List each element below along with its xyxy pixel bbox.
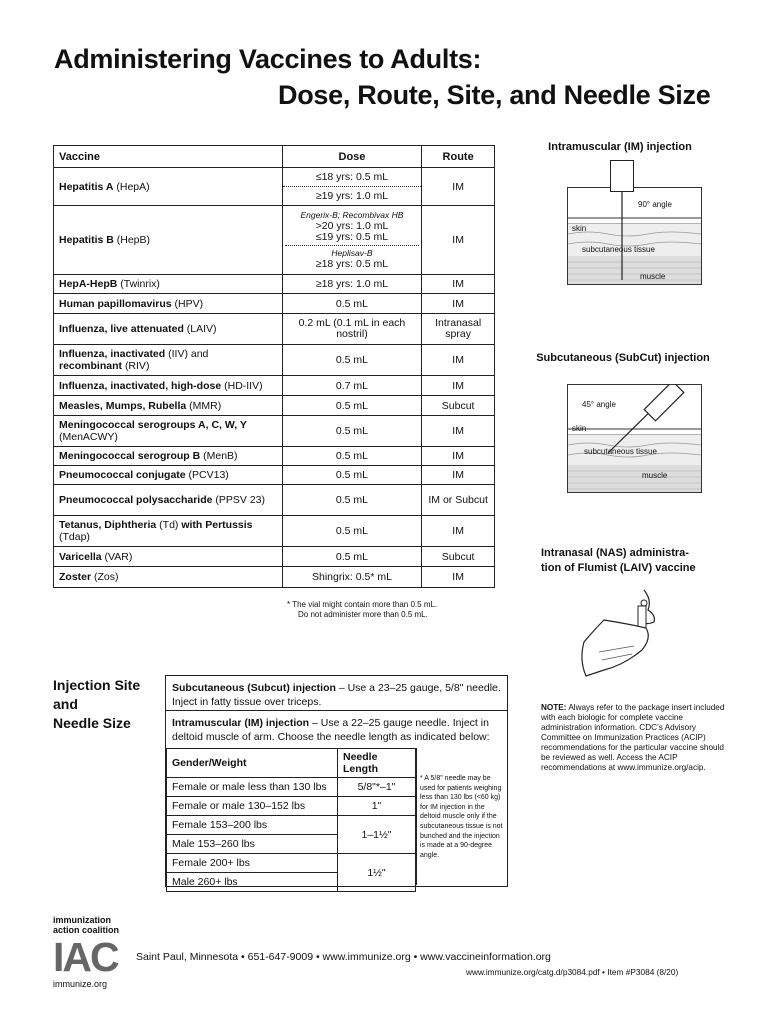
im-injection-diagram bbox=[567, 187, 702, 285]
org-url: immunize.org bbox=[53, 979, 108, 989]
dose: 0.5 mL bbox=[282, 416, 422, 447]
table-row bbox=[54, 206, 495, 275]
dose: ≥18 yrs: 0.5 mL bbox=[315, 258, 389, 270]
table-row bbox=[54, 345, 495, 376]
vaccine-name: Tetanus, Diphtheria bbox=[59, 519, 157, 531]
vaccine-abbr: (HepA) bbox=[116, 180, 150, 193]
vaccine-abbr: (HPV) bbox=[174, 297, 204, 310]
subcut-instructions bbox=[172, 681, 502, 709]
subcut-skin-label: skin bbox=[572, 424, 587, 433]
im-diagram-illustration bbox=[568, 188, 701, 284]
table-row bbox=[54, 168, 495, 206]
vaccine-abbr: (MMR) bbox=[189, 399, 222, 412]
heading-line: Injection Site bbox=[53, 677, 141, 693]
vaccine-abbr-2: (RIV) bbox=[124, 360, 150, 372]
route: Subcut bbox=[422, 396, 495, 416]
needle-length: 1½" bbox=[338, 854, 416, 892]
vaccine-name: Hepatitis A bbox=[59, 180, 114, 193]
gender-weight: Male 260+ lbs bbox=[167, 873, 338, 892]
route: IM bbox=[422, 206, 495, 275]
im-bold: Intramuscular (IM) injection bbox=[172, 717, 310, 729]
dose: 0.5 mL bbox=[282, 447, 422, 466]
table-row bbox=[167, 854, 416, 873]
nas-title-line1: Intranasal (NAS) administra- bbox=[541, 547, 689, 559]
route: IM bbox=[422, 516, 495, 547]
dose: ≤19 yrs: 0.5 mL bbox=[315, 231, 389, 243]
dose: 0.2 mL (0.1 mL in each nostril) bbox=[282, 314, 422, 345]
vaccine-abbr: (VAR) bbox=[104, 550, 133, 563]
gender-weight: Female or male 130–152 lbs bbox=[167, 797, 338, 816]
brand-name: Engerix-B; Recombivax HB bbox=[300, 210, 404, 220]
table-row bbox=[167, 816, 416, 835]
heading-line: and bbox=[53, 696, 78, 712]
dose: 0.5 mL bbox=[282, 396, 422, 416]
subcut-text: – Use a 23–25 gauge, 5/8" needle. Inject in fatty tissue over triceps. bbox=[172, 682, 501, 708]
gender-weight: Male 153–260 lbs bbox=[167, 835, 338, 854]
injection-site-heading bbox=[53, 676, 140, 733]
needle-length: 1" bbox=[338, 797, 416, 816]
table-row bbox=[54, 376, 495, 396]
vaccine-name: Hepatitis B bbox=[59, 234, 114, 246]
vaccine-name: Influenza, live attenuated bbox=[59, 323, 184, 335]
im-angle-label: 90° angle bbox=[638, 200, 672, 209]
vaccine-abbr: (IIV) and bbox=[168, 348, 209, 360]
vaccine-name: Varicella bbox=[59, 550, 102, 563]
im-diagram-title: Intramuscular (IM) injection bbox=[548, 141, 692, 153]
im-muscle-label: muscle bbox=[640, 272, 666, 281]
item-number: www.immunize.org/catg.d/p3084.pdf • Item #P3084 (8/20) bbox=[466, 967, 679, 977]
dose: ≤18 yrs: 0.5 mL bbox=[315, 171, 389, 183]
table-row bbox=[167, 797, 416, 816]
im-instructions bbox=[172, 716, 502, 744]
route: IM bbox=[422, 447, 495, 466]
dose: ≥18 yrs: 1.0 mL bbox=[282, 275, 422, 294]
dose: ≥19 yrs: 1.0 mL bbox=[315, 190, 389, 202]
table-row bbox=[54, 567, 495, 588]
vaccine-name-2: recombinant bbox=[59, 360, 123, 372]
vaccine-abbr: (PCV13) bbox=[188, 469, 229, 481]
header-gender-weight: Gender/Weight bbox=[167, 749, 338, 778]
gender-weight: Female or male less than 130 lbs bbox=[167, 778, 338, 797]
vaccine-abbr: (HD-IIV) bbox=[224, 379, 263, 392]
route: IM bbox=[422, 168, 495, 206]
route: Intranasal spray bbox=[422, 314, 495, 345]
route: IM bbox=[422, 567, 495, 588]
subcut-injection-diagram bbox=[567, 384, 702, 493]
vaccine-name: Human papillomavirus bbox=[59, 297, 172, 310]
vaccine-name: Pneumococcal polysaccharide bbox=[59, 494, 213, 506]
needle-footnote: * A 5/8" needle may be used for patients weighing less than 130 lbs (<60 kg) for IM injection in the deltoid muscle only if the subcutaneous tissue is not bunched and the injection is made at a 90-degree angle. bbox=[420, 775, 503, 859]
vaccine-name: Measles, Mumps, Rubella bbox=[59, 399, 187, 412]
note-text: Always refer to the package insert included with each biologic for complete vaccine administration information. CDC’s Advisory Committee on Immunization Practices (ACIP) recommendations for the particular vaccine should be reviewed as well. Access the ACIP recommendations at www.immunize.org/acip. bbox=[541, 703, 725, 772]
dose: 0.7 mL bbox=[282, 376, 422, 396]
vaccine-name: Pneumococcal conjugate bbox=[59, 469, 186, 481]
im-syringe-icon bbox=[610, 160, 634, 192]
route: IM bbox=[422, 376, 495, 396]
nas-diagram-title bbox=[541, 546, 721, 576]
route: IM or Subcut bbox=[422, 485, 495, 516]
heading-line: Needle Size bbox=[53, 715, 131, 731]
route: IM bbox=[422, 345, 495, 376]
subcut-muscle-label: muscle bbox=[642, 471, 668, 480]
org-line2: action coalition bbox=[53, 925, 120, 935]
vaccine-abbr: (Zos) bbox=[94, 571, 119, 583]
footnote-line1: * The vial might contain more than 0.5 mL. bbox=[287, 600, 438, 609]
header-vaccine: Vaccine bbox=[54, 146, 283, 168]
dose: 0.5 mL bbox=[282, 547, 422, 567]
table-row bbox=[54, 275, 495, 294]
intranasal-spray-illustration bbox=[574, 580, 684, 690]
dose: 0.5 mL bbox=[282, 485, 422, 516]
dose: 0.5 mL bbox=[282, 345, 422, 376]
nas-title-line2: tion of Flumist (LAIV) vaccine bbox=[541, 562, 696, 574]
table-row bbox=[54, 516, 495, 547]
contact-info: Saint Paul, Minnesota • 651-647-9009 • www.immunize.org • www.vaccineinformation.org bbox=[136, 951, 551, 963]
vaccine-abbr: (MenACWY) bbox=[59, 431, 118, 443]
im-text: – Use a 22–25 gauge needle. Inject in deltoid muscle of arm. Choose the needle length as indicated below: bbox=[172, 717, 490, 743]
table-row bbox=[54, 447, 495, 466]
package-insert-note bbox=[541, 703, 726, 773]
gender-weight: Female 200+ lbs bbox=[167, 854, 338, 873]
needle-length: 1–1½" bbox=[338, 816, 416, 854]
table-header-row bbox=[54, 146, 495, 168]
table-row bbox=[54, 466, 495, 485]
vaccine-name: Meningococcal serogroup B bbox=[59, 450, 201, 462]
im-subq-label: subcutaneous tissue bbox=[582, 245, 655, 254]
vaccine-table bbox=[53, 145, 495, 588]
dose: 0.5 mL bbox=[282, 466, 422, 485]
subcut-diagram-title: Subcutaneous (SubCut) injection bbox=[536, 352, 710, 364]
table-row bbox=[54, 485, 495, 516]
note-label: NOTE: bbox=[541, 703, 567, 712]
page-title-line1: Administering Vaccines to Adults: bbox=[54, 44, 482, 74]
table-row bbox=[167, 778, 416, 797]
table-row bbox=[54, 396, 495, 416]
vaccine-name-2: with Pertussis bbox=[181, 519, 253, 531]
table-row bbox=[54, 547, 495, 567]
route: IM bbox=[422, 294, 495, 314]
vaccine-name: Influenza, inactivated bbox=[59, 348, 166, 360]
dose: 0.5 mL bbox=[282, 516, 422, 547]
vaccine-abbr-2: (Tdap) bbox=[59, 531, 90, 543]
needle-table-header bbox=[167, 749, 416, 778]
header-needle-length: Needle Length bbox=[338, 749, 416, 778]
needle-length-table bbox=[166, 748, 416, 892]
vaccine-name: Meningococcal serogroups A, C, W, Y bbox=[59, 419, 247, 431]
dose: Shingrix: 0.5* mL bbox=[282, 567, 422, 588]
route: IM bbox=[422, 466, 495, 485]
route: Subcut bbox=[422, 547, 495, 567]
vaccine-abbr: (PPSV 23) bbox=[215, 494, 266, 506]
dose: >20 yrs: 1.0 mL bbox=[315, 220, 389, 232]
header-dose: Dose bbox=[282, 146, 422, 168]
page-title-line2: Dose, Route, Site, and Needle Size bbox=[278, 80, 711, 110]
route: IM bbox=[422, 275, 495, 294]
iac-logo: IAC bbox=[53, 934, 118, 980]
dose: 0.5 mL bbox=[282, 294, 422, 314]
vaccine-abbr: (Td) bbox=[159, 519, 179, 531]
subcut-subq-label: subcutaneous tissue bbox=[584, 447, 657, 456]
table-row bbox=[54, 314, 495, 345]
vaccine-abbr: (HepB) bbox=[116, 234, 151, 246]
needle-size-box bbox=[165, 675, 508, 887]
vaccine-abbr: (MenB) bbox=[203, 450, 238, 462]
header-route: Route bbox=[422, 146, 495, 168]
needle-length: 5/8"*–1" bbox=[338, 778, 416, 797]
vaccine-abbr: (Twinrix) bbox=[120, 278, 160, 290]
gender-weight: Female 153–200 lbs bbox=[167, 816, 338, 835]
vaccine-name: Influenza, inactivated, high-dose bbox=[59, 379, 222, 392]
vaccine-abbr: (LAIV) bbox=[186, 323, 217, 335]
route: IM bbox=[422, 416, 495, 447]
org-name bbox=[53, 915, 119, 935]
table-row bbox=[54, 416, 495, 447]
subcut-angle-label: 45° angle bbox=[582, 400, 616, 409]
subcut-bold: Subcutaneous (Subcut) injection bbox=[172, 682, 336, 694]
vaccine-name: Zoster bbox=[59, 571, 92, 583]
table-row bbox=[54, 294, 495, 314]
footnote-line2: Do not administer more than 0.5 mL. bbox=[298, 610, 428, 619]
org-line1: immunization bbox=[53, 915, 111, 925]
dose-footnote bbox=[287, 600, 437, 620]
im-skin-label: skin bbox=[572, 224, 587, 233]
vaccine-name: HepA-HepB bbox=[59, 278, 118, 290]
brand-name: Heplisav-B bbox=[331, 248, 373, 258]
